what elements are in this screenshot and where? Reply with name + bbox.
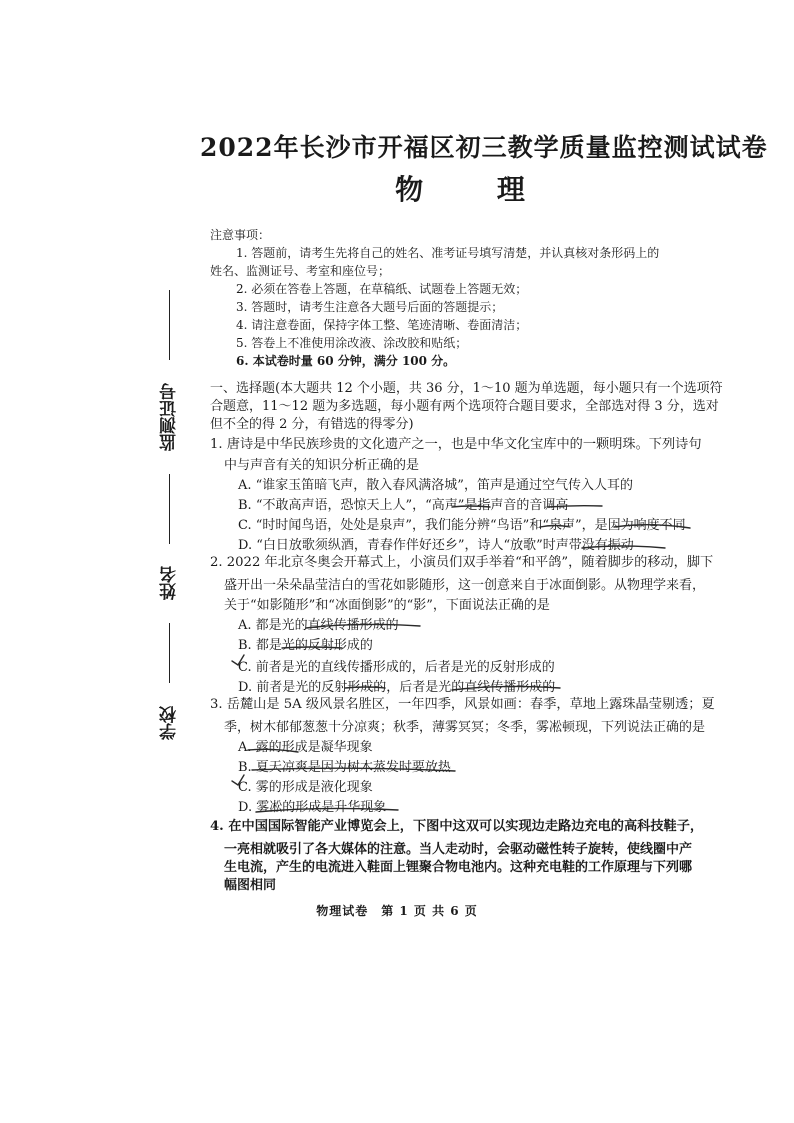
option-a: A. “谁家玉笛暗飞声，散入春风满洛城”，笛声是通过空气传入人耳的 bbox=[238, 478, 633, 493]
section-header: 一、选择题(本大题共 12 个小题，共 36 分，1～10 题为单选题，每小题只有一个选项符 bbox=[210, 381, 723, 396]
option-a: A. 都是光的直线传播形成的 bbox=[238, 618, 399, 633]
section-header: 但不全的得 2 分，有错选的得零分) bbox=[210, 417, 414, 432]
question-stem: 1. 唐诗是中华民族珍贵的文化遗产之一，也是中华文化宝库中的一颗明珠。下列诗句 bbox=[210, 437, 702, 452]
option-c: C. 雾的形成是液化现象 bbox=[238, 780, 373, 795]
question-stem: 一亮相就吸引了各大媒体的注意。当人走动时，会驱动磁性转子旋转，使线圈中产 bbox=[224, 842, 693, 857]
question-stem: 生电流，产生的电流进入鞋面上锂聚合物电池内。这种充电鞋的工作原理与下列哪 bbox=[224, 860, 693, 875]
school-label: 学校 bbox=[160, 706, 180, 740]
note-item: 5. 答卷上不准使用涂改液、涂改胶和贴纸； bbox=[236, 336, 468, 350]
section-header: 合题意，11～12 题为多选题，每小题有两个选项符合题目要求，全部选对得 3 分，选对 bbox=[210, 399, 719, 414]
page-footer: 物理试卷 第 1 页 共 6 页 bbox=[316, 904, 478, 918]
option-c: C. “时时闻鸟语，处处是泉声”，我们能分辨“鸟语”和“泉声”，是因为响度不同 bbox=[238, 518, 686, 533]
option-b: B. “不敢高声语，恐惊天上人”，“高声”是指声音的音调高 bbox=[238, 498, 569, 513]
binding-side-labels bbox=[150, 290, 190, 740]
question-stem: 4. 在中国国际智能产业博览会上，下图中这双可以实现边走路边充电的高科技鞋子， bbox=[210, 819, 704, 834]
note-item: 6. 本试卷时量 60 分钟，满分 100 分。 bbox=[236, 354, 456, 368]
option-b: B. 都是光的反射形成的 bbox=[238, 638, 373, 653]
exam-no-label: 监测证号 bbox=[160, 382, 180, 451]
note-item: 4. 请注意卷面，保持字体工整、笔迹清晰、卷面清洁； bbox=[236, 318, 528, 332]
question-stem: 3. 岳麓山是 5A 级风景名胜区，一年四季，风景如画：春季，草地上露珠晶莹剔透；夏 bbox=[210, 697, 715, 712]
question-stem: 季，树木郁郁葱葱十分凉爽；秋季，薄雾冥冥；冬季，雾凇顿现，下列说法正确的是 bbox=[224, 720, 706, 735]
option-d: D. 雾凇的形成是升华现象 bbox=[238, 800, 387, 815]
note-item: 2. 必须在答卷上答题，在草稿纸、试题卷上答题无效； bbox=[236, 282, 528, 296]
option-c: C. 前者是光的直线传播形成的，后者是光的反射形成的 bbox=[238, 660, 555, 675]
subject-title bbox=[200, 168, 720, 208]
name-label: 姓名 bbox=[160, 566, 180, 601]
option-d: D. 前者是光的反射形成的，后者是光的直线传播形成的 bbox=[238, 680, 556, 695]
question-stem: 幅图相同 bbox=[224, 878, 277, 893]
option-b: B. 夏天凉爽是因为树木蒸发时要放热 bbox=[238, 760, 451, 775]
note-item: 3. 答题时，请考生注意各大题号后面的答题提示； bbox=[236, 300, 504, 314]
notes-heading: 注意事项： bbox=[210, 228, 271, 242]
exam-no-blank bbox=[170, 290, 171, 360]
subject-char-2: 理 bbox=[496, 173, 525, 206]
exam-title: 2022年长沙市开福区初三教学质量监控测试试卷 bbox=[200, 133, 768, 162]
question-stem: 盛开出一朵朵晶莹洁白的雪花如影随形，这一创意来自于冰面倒影。从物理学来看， bbox=[224, 578, 706, 593]
note-item: 姓名、监测证号、考室和座位号； bbox=[210, 264, 391, 278]
question-stem: 关于“如影随形”和“冰面倒影”的“影”，下面说法正确的是 bbox=[224, 598, 550, 613]
question-stem: 2. 2022 年北京冬奥会开幕式上，小演员们双手举着“和平鸽”，随着脚步的移动，脚下 bbox=[210, 555, 714, 570]
note-item: 1. 答题前，请考生先将自己的姓名、准考证号填写清楚，并认真核对条形码上的 bbox=[236, 246, 660, 260]
school-blank bbox=[170, 623, 171, 683]
name-blank bbox=[170, 474, 171, 544]
option-d: D. “白日放歌须纵酒，青春作伴好还乡”，诗人“放歌”时声带没有振动 bbox=[238, 538, 634, 553]
subject-char-1: 物 bbox=[395, 173, 424, 206]
option-a: A. 露的形成是凝华现象 bbox=[238, 740, 373, 755]
question-stem: 中与声音有关的知识分析正确的是 bbox=[224, 458, 420, 473]
